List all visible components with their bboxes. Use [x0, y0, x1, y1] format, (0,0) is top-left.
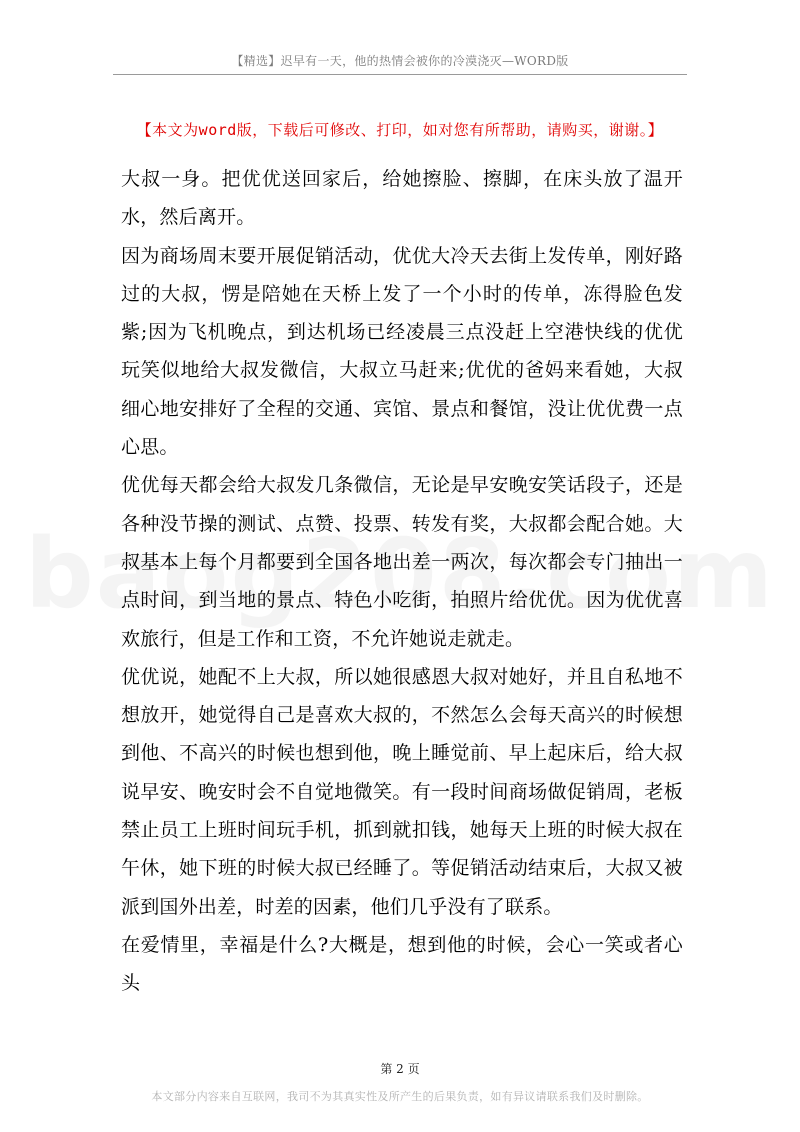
download-notice: 【本文为word版，下载后可修改、打印，如对您有所帮助，请购买，谢谢。】: [136, 121, 664, 139]
paragraph: 在爱情里，幸福是什么?大概是，想到他的时候，会心一笑或者心头: [121, 933, 683, 995]
page-header-title: 【精选】迟早有一天，他的热情会被你的冷漠浇灭—WORD版: [231, 54, 569, 68]
document-body: [121, 160, 683, 1003]
paragraph: 因为商场周末要开展促销活动，优优大冷天去街上发传单，刚好路过的大叔，愣是陪她在天桥上发了一个小时的传单，冻得脸色发紫;因为飞机晚点，到达机场已经凌晨三点没赶上空港快线的优优玩笑似地给大叔发微信，大叔立马赶来;优优的爸妈来看她，大叔细心地安排好了全程的交通、宾馆、景点和餐馆，没让优优费一点心思。: [121, 244, 683, 459]
paragraph: 优优说，她配不上大叔，所以她很感恩大叔对她好，并且自私地不想放开，她觉得自己是喜欢大叔的，不然怎么会每天高兴的时候想到他、不高兴的时候也想到他，晚上睡觉前、早上起床后，给大叔说早安、晚安时会不自觉地微笑。有一段时间商场做促销周，老板禁止员工上班时间玩手机，抓到就扣钱，她每天上班的时候大叔在午休，她下班的时候大叔已经睡了。等促销活动结束后，大叔又被派到国外出差，时差的因素，他们几乎没有了联系。: [121, 665, 683, 918]
header-divider: [113, 74, 687, 75]
paragraph: 大叔一身。把优优送回家后，给她擦脸、擦脚，在床头放了温开水，然后离开。: [121, 168, 683, 229]
paragraph: 优优每天都会给大叔发几条微信，无论是早安晚安笑话段子，还是各种没节操的测试、点赞、投票、转发有奖，大叔都会配合她。大叔基本上每个月都要到全国各地出差一两次，每次都会专门抽出一点时间，到当地的景点、特色小吃街，拍照片给优优。因为优优喜欢旅行，但是工作和工资，不允许她说走就走。: [121, 474, 683, 650]
page-number: 第 2 页: [380, 1062, 420, 1076]
footer-disclaimer: 本文部分内容来自互联网，我司不为其真实性及所产生的后果负责，如有异议请联系我们及时删除。: [151, 1090, 649, 1103]
